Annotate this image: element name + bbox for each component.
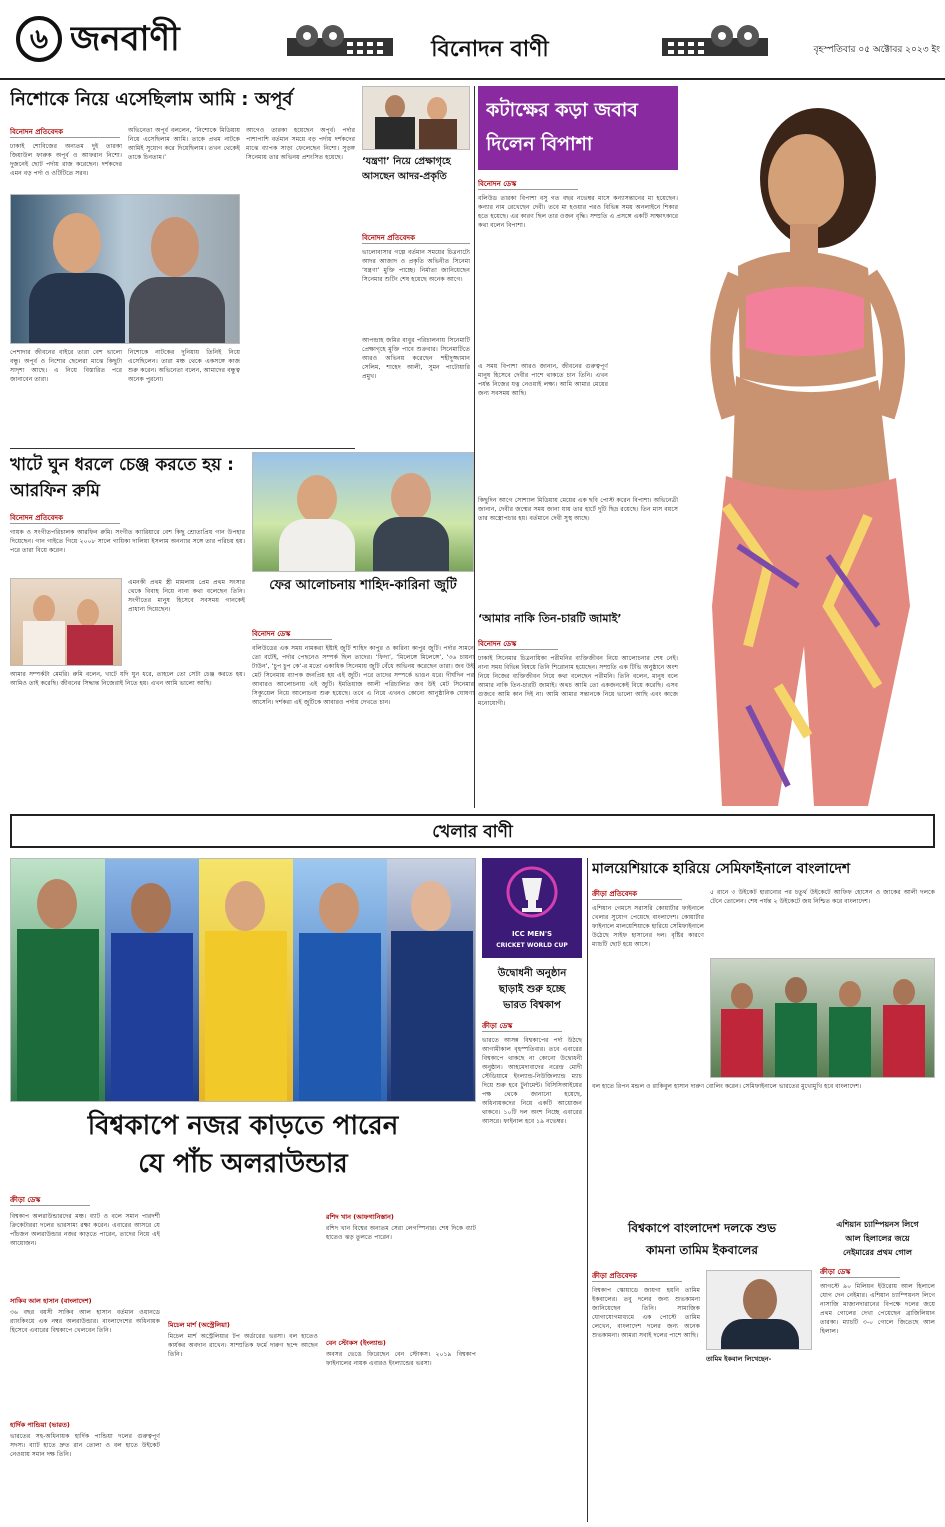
logo-text: জনবাণী [70,19,180,59]
body: ভারতের সহ-অধিনায়ক হার্দিক পান্ডিয়া দলের গুরুত্বপূর্ণ সদস্য। ব্যাট হাতে দ্রুত রান তোলা ও বল হাতে উইকেট নেওয়ায় সমান দক্ষ তিনি। [10,1433,160,1458]
headline-line: আল হিলালের জয়ে [845,1234,910,1243]
body: এ সময় বিপাশা আরও জানান, জীবনের গুরুত্বপূর্ণ মানুষ হিসেবে দেবীর পাশে থাকতে চান তিনি। এখন পর্যন্ত নিজের যত্ন নেওয়াই লক্ষ্য। আমি আমার মেয়ের জন্য সবসময় আছি। [478,363,608,397]
headline-line: যে পাঁচ অলরাউন্ডার [138,1149,348,1179]
sports-section-title: খেলার বাণী [432,822,513,842]
body: ভালোবাসার গল্পে বর্তমান সময়ের চিত্রনাট্যে আদর আজাদ ও প্রকৃতি অভিনীত সিনেমা ‘যন্ত্রণা’ মুক্তি পাচ্ছে। নির্মাতা জানিয়েছেন সিনেমার শুটিং শেষ হয়েছে অনেক আগে। [362,249,470,283]
byline: বিনোদন ডেস্ক [478,178,578,190]
body-col: ঢাকাই শোবিজের অন্যতম দুই তারকা জিয়াউল ফারুক অপূর্ব ও আফরান নিশো। দুজনেই ছোট পর্দায় রাজ করেছেন। দর্শকদের এমন বড় পর্দা ও ওটিটিতে সরব। [10,143,122,177]
body: আগস্টে ৯০ মিলিয়ন ইউরোয় আল হিলালে যোগ দেন নেইমার। এশিয়ান চ্যাম্পিয়নস লিগে নাসাজি মাজানদারানের বিপক্ষে দলের জয়ে প্রথম গোলের দেখা পেয়েছেন ব্রাজিলিয়ান তারকা। ম্যাচটি ৩-০ গোলে জিতেছে আল হিলাল। [820,1283,935,1335]
player-subhead: বেন স্টোকস (ইংল্যান্ড) [326,1339,386,1347]
newspaper-logo [16,16,266,64]
byline: বিনোদন ডেস্ক [478,638,558,650]
byline: বিনোদন ডেস্ক [252,628,332,640]
article-malaysia [592,858,935,1210]
film-reel-icon [285,24,395,64]
body: বলিউডের এক সময় নামকরা ইষ্টাই জুটি শাহিদ কাপুর ও কারিনা কাপুর জুটি। পর্দার সামনে তো বটেই, পর্দার পেছনেও সম্পর্ক ছিল তাদের। ‘ফিদা’, ‘মিলেঙ্গে মিলেঙ্গে’, ‘৩৬ চায়না টাউন’, ‘চুপ চুপ কে’-র মতো একাধিক সিনেমায় জুটি বেঁধে অভিনয় করেছেন তারা। জব উই মেট সিনেমায় ব্যাপক জনপ্রিয় হয় এই জুটি। পরে তাদের সম্পর্কে ভাঙন ধরে। দীর্ঘদিন পর আবারও আলোচনায় এই জুটি। ইমতিয়াজ আলী পরিচালিত জব উই মেট সিনেমার সিক্যুয়েল নিয়ে আলোচনা শুরু হয়েছে। তবে এ নিয়ে এখনও কোনো আনুষ্ঠানিক ঘোষণা আসেনি। দর্শকরা এই জুটিকে আবারও পর্দায় দেখতে চান। [252,645,474,706]
headline: ‘আমার নাকি তিন-চারটি জামাই’ [478,612,622,625]
body: কিছুদিন আগে সোশ্যাল মিডিয়ায় মেয়ের এক ছবি পোস্ট করেন বিপাশা। অভিনেত্রী জানান, দেবীর জন্মের সময় জানা যায় তার হার্টে দুটি ছিদ্র রয়েছে। তিন মাস বয়সে তার অস্ত্রোপচার হয়। বর্তমানে দেবী সুস্থ আছে। [478,497,678,522]
issue-date: বৃহস্পতিবার ০৫ অক্টোবর ২০২৩ ইং [813,45,940,55]
worldcup-logo-text: ICC MEN'S [511,930,553,938]
masthead [0,0,945,80]
headline-line: ছাড়াই শুরু হচ্ছে [498,984,566,995]
column-rule [587,858,588,1522]
byline: বিনোদন প্রতিবেদক [10,126,120,138]
article-allrounders [10,1108,476,1522]
body: বলিউড তারকা বিপাশা বসু গত বছর নভেম্বর মাসে কন্যাসন্তানের মা হয়েছেন। কন্যার নাম রেখেছেন দেবী। তবে মা হওয়ার পরও বিভিন্ন সময় অনলাইনে শিকার হতে হয়েছে। এর কারণ ছিল তার ওজন বৃদ্ধি। সম্প্রতি এ প্রসঙ্গে একটি সাক্ষাৎকারে কথা বলেন বিপাশা। [478,195,678,229]
photo-couple [362,86,470,150]
body: ৫ রানে ৩ উইকেট হারানোর পর চতুর্থ উইকেটে আফিফ হোসেন ও জাকের আলী দলকে টেনে তোলেন। শেষ পর্যন্ত ২ উইকেটে জয় নিশ্চিত করে বাংলাদেশ। [710,889,935,905]
headline: মালয়েশিয়াকে হারিয়ে সেমিফাইনালে বাংলাদেশ [592,861,851,877]
sports-section-bar [10,814,935,848]
column-rule [474,86,475,808]
body-col: আগেও তারকা হয়েছেন অপূর্ব। পর্দার পাশাপাশি বর্তমান সময়ে বড় পর্দায় দর্শকদের মাঝে ব্যাপক সাড়া ফেলেছেন নিশো। সুড়ঙ্গ সিনেমায় তার অভিনয় প্রশংসিত হয়েছে। [246,127,355,161]
column-rule [10,448,355,449]
body: আপন্দ্রাহ জমির বাবুর পরিচালনায় সিনেমাটি প্রেক্ষাগৃহে মুক্তি পাবে শুক্রবার। সিনেমাটিতে আরও অভিনয় করেছেন শহীদুজ্জামান সেলিম, শাহেদ আলী, সুমন পাটোয়ারি প্রমুখ। [362,337,470,380]
article-tamim [592,1218,812,1522]
headline-line: বিশ্বকাপে বাংলাদেশ দলকে শুভ [627,1221,777,1235]
section-title: বিনোদন বাণী [431,37,549,62]
byline: বিনোদন প্রতিবেদক [10,512,120,524]
headline: খাটে ঘুন ধরলে চেঞ্জ করতে হয় : আরফিন রুমি [10,455,234,501]
headline-line: দিলেন বিপাশা [486,133,593,155]
intro: বিশ্বকাপ অলরাউন্ডারদের মঞ্চ। ব্যাট ও বলে সমান পারদর্শী ক্রিকেটাররা দলের ভারসাম্য রক্ষা করেন। এবারের আসরে যে পাঁচজন অলরাউন্ডার নজর কাড়তে পারেন, তাদের নিয়ে এই আয়োজন। [10,1213,160,1247]
byline: ক্রীড়া প্রতিবেদক [592,1270,682,1282]
article-asian-champions [820,1218,935,1522]
headline-line: কামনা তামিম ইকবালের [646,1243,758,1257]
worldcup-logo [482,858,582,958]
byline: ক্রীড়া ডেস্ক [482,1020,562,1032]
body: আমার সম্পর্কটা মেমরি। রুমি বলেন, খাটে যদি ঘুন ধরে, তাহলে তো সেটা চেঞ্জ করতে হয়। আমিও তাই করেছি। জীবনের সিদ্ধান্ত নিজেরাই নিতে হয়। এখন আমি ভালো আছি। [10,671,245,687]
byline: বিনোদন প্রতিবেদক [362,232,470,244]
article-apurbo [10,86,355,446]
body: ৩৬ বছর বয়সী সাকিব আল হাসান বর্তমান ওয়ানডে র‌্যাংকিংয়ে এক নম্বর অলরাউন্ডার। বাংলাদেশের অধিনায়ক হিসেবে এবারের বিশ্বকাপে খেলবেন তিনি। [10,1309,160,1334]
body-col: পেশাদার জীবনের বাইরে তারা বেশ ভালো বন্ধু। অপূর্ব ও নিশোর ছেলেরা মাঝে কিছুটা সাদৃশ্য আছে। এ নিয়ে বিস্তারিত পরে জানাবেন তারা। [10,349,122,383]
film-reel-icon [660,24,770,64]
headline-line: কটাক্ষের কড়া জবাব [486,99,638,121]
headline: নিশোকে নিয়ে এসেছিলাম আমি : অপূর্ব [10,89,293,110]
photo-wedding [10,578,122,666]
body: অবসর ভেঙে ফিরেছেন বেন স্টোকস। ২০১৯ বিশ্বকাপ ফাইনালের নায়ক এবারও ইংল্যান্ডের ভরসা। [326,1351,476,1367]
article-opening [482,858,582,1522]
headline-line: এশিয়ান চ্যাম্পিয়নস লিগে [836,1220,919,1229]
headline-line: নেইমারের প্রথম গোল [843,1248,912,1257]
photo-team-celebration [710,958,935,1078]
byline: ক্রীড়া ডেস্ক [10,1194,90,1206]
byline: ক্রীড়া ডেস্ক [820,1266,900,1278]
body: গায়ক ও সংগীতপরিচালক আরফিন রুমি। সংগীত ক্যারিয়ারে বেশ কিছু শ্রোতাপ্রিয় গান উপহার দিয়েছেন। গান গাইতে গিয়ে ২০০৮ সালে গায়িকা দালিয়া ইসলাম অনন্যার সঙ্গে তার পরিচয় হয়। পরে তারা বিয়ে করেন। [10,529,245,554]
headline-line: ভারত বিশ্বকাপ [503,1000,561,1011]
headline-line: উদ্বোধনী অনুষ্ঠান [497,968,567,979]
player-subhead: মিচেল মার্শ (অস্ট্রেলিয়া) [168,1321,230,1329]
body: বিশ্বকাপ স্কোয়াডে জায়গা হয়নি তামিম ইকবালের। তবু দলের জন্য শুভকামনা জানিয়েছেন তিনি। সামাজিক যোগাযোগমাধ্যমে এক পোস্টে তামিম লেখেন, বাংলাদেশ দলের জন্য অনেক শুভকামনা। আমরা সবাই দলের পাশে আছি। [592,1287,700,1339]
body: ঢাকাই সিনেমার চিত্রনায়িকা পরীমনির ব্যক্তিজীবন নিয়ে আলোচনার শেষ নেই। নানা সময় বিভিন্ন বিষয়ে তিনি শিরোনাম হয়েছেন। সম্প্রতি এক টিভি অনুষ্ঠানে অংশ নিয়ে নিজের ব্যক্তিজীবন নিয়ে কথা বলেছেন পরীমনি। তিনি বলেন, মানুষ বলে আমার নাকি তিন-চারটি জামাই। অথচ আমি তো একজনকেই বিয়ে করেছি। এসব গুজবে আমি কান দিই না। আমি আমার সন্তানকে নিয়ে ভালো আছি এবং কাজে মনোযোগী। [478,655,678,707]
article-adar [362,86,470,446]
body: এশিয়ান গেমসে সরাসরি কোয়ার্টার ফাইনালে খেলার সুযোগ পেয়েছে বাংলাদেশ। কোয়ার্টার ফাইনালে মালয়েশিয়াকে হারিয়ে সেমিফাইনালে উঠেছে সাইফ হাসানের দল। বৃষ্টির কারণে ম্যাচটি ছোট হয়ে আসে। [592,905,704,948]
body-col: অভিনেতা অপূর্ব বললেন, ‘নিশোকে মিডিয়ায় নিয়ে এসেছিলাম আমি। তাকে প্রথম নাটকে আমিই সুযোগ করে দিয়েছিলাম। তখন থেকেই তাকে চিনতাম।’ [128,127,240,161]
player-subhead: সাকিব আল হাসান (বাংলাদেশ) [10,1297,92,1305]
body: ভারতে আসন্ন বিশ্বকাপের পর্দা উঠছে আগামীকাল বৃহস্পতিবার। তবে এবারের বিশ্বকাপে থাকছে না কোনো উদ্বোধনী অনুষ্ঠান। আহমেদাবাদের নরেন্দ্র মোদী স্টেডিয়ামে ইংল্যান্ড-নিউজিল্যান্ড ম্যাচ দিয়ে শুরু হবে টুর্নামেন্ট। বিসিসিআইয়ের পক্ষ থেকে জানানো হয়েছে, অধিনায়কদের নিয়ে একটি আয়োজন থাকবে। ১০টি দল অংশ নিচ্ছে এবারের আসরে। ফাইনাল হবে ১৯ নভেম্বর। [482,1037,582,1125]
body: মিচেল মার্শ অস্ট্রেলিয়ার টপ অর্ডারের ভরসা। বল হাতেও কার্যকর অবদান রাখেন। সাম্প্রতিক ফর্মে দারুণ ছন্দে আছেন তিনি। [168,1333,318,1358]
article-arefin [10,452,245,802]
photo-shahid-kareena [252,452,474,572]
article-shahid [252,452,474,802]
photo-tamim [706,1270,812,1350]
player-subhead: রশিদ খান (আফগানিস্তান) [326,1213,394,1221]
photo-actors [10,194,240,344]
body: বল হাতে রিপন মন্ডল ও রাকিবুল হাসান দারুণ বোলিং করেন। সেমিফাইনালে ভারতের মুখোমুখি হবে বাংলাদেশ। [592,1083,862,1090]
body: এমনকী প্রথম স্ত্রী মামলায় প্রেম প্রথম সংসার থেকে বিবাহ নিয়ে নানা কথা বলেছেন তিনি। সংগীতের মানুষ হিসেবে সবসময় গানকেই প্রাধান্য দিয়েছেন। [128,579,245,613]
headline-line: বিশ্বকাপে নজর কাড়তে পারেন [87,1111,399,1141]
headline: ফের আলোচনায় শাহিদ-কারিনা জুটি [269,578,457,593]
headline: ‘যন্ত্রণা’ নিয়ে প্রেক্ষাগৃহে আসছেন আদর-প্রকৃতি [362,156,451,182]
article-jamai [478,610,678,808]
byline: ক্রীড়া প্রতিবেদক [592,888,682,900]
body: রশিদ খান বিশ্বের অন্যতম সেরা লেগস্পিনার। শেষ দিকে ব্যাট হাতেও ঝড় তুলতে পারেন। [326,1225,476,1241]
body-col: নিশোকে নাটকের দুনিয়ায় তিনিই নিয়ে এসেছিলেন। তারা মঞ্চ থেকে একসঙ্গে কাজ শুরু করেন। অভিনেতা বলেন, আমাদের বন্ধুত্ব অনেক পুরনো। [128,349,240,383]
player-subhead: হার্দিক পান্ডিয়া (ভারত) [10,1421,70,1429]
logo-number-circle: ৬ [16,16,62,62]
worldcup-logo-text: CRICKET WORLD CUP [496,942,568,949]
photo-caption: তামিম ইকবাল লিখেছেন- [706,1355,772,1363]
photo-allrounders [10,858,476,1102]
